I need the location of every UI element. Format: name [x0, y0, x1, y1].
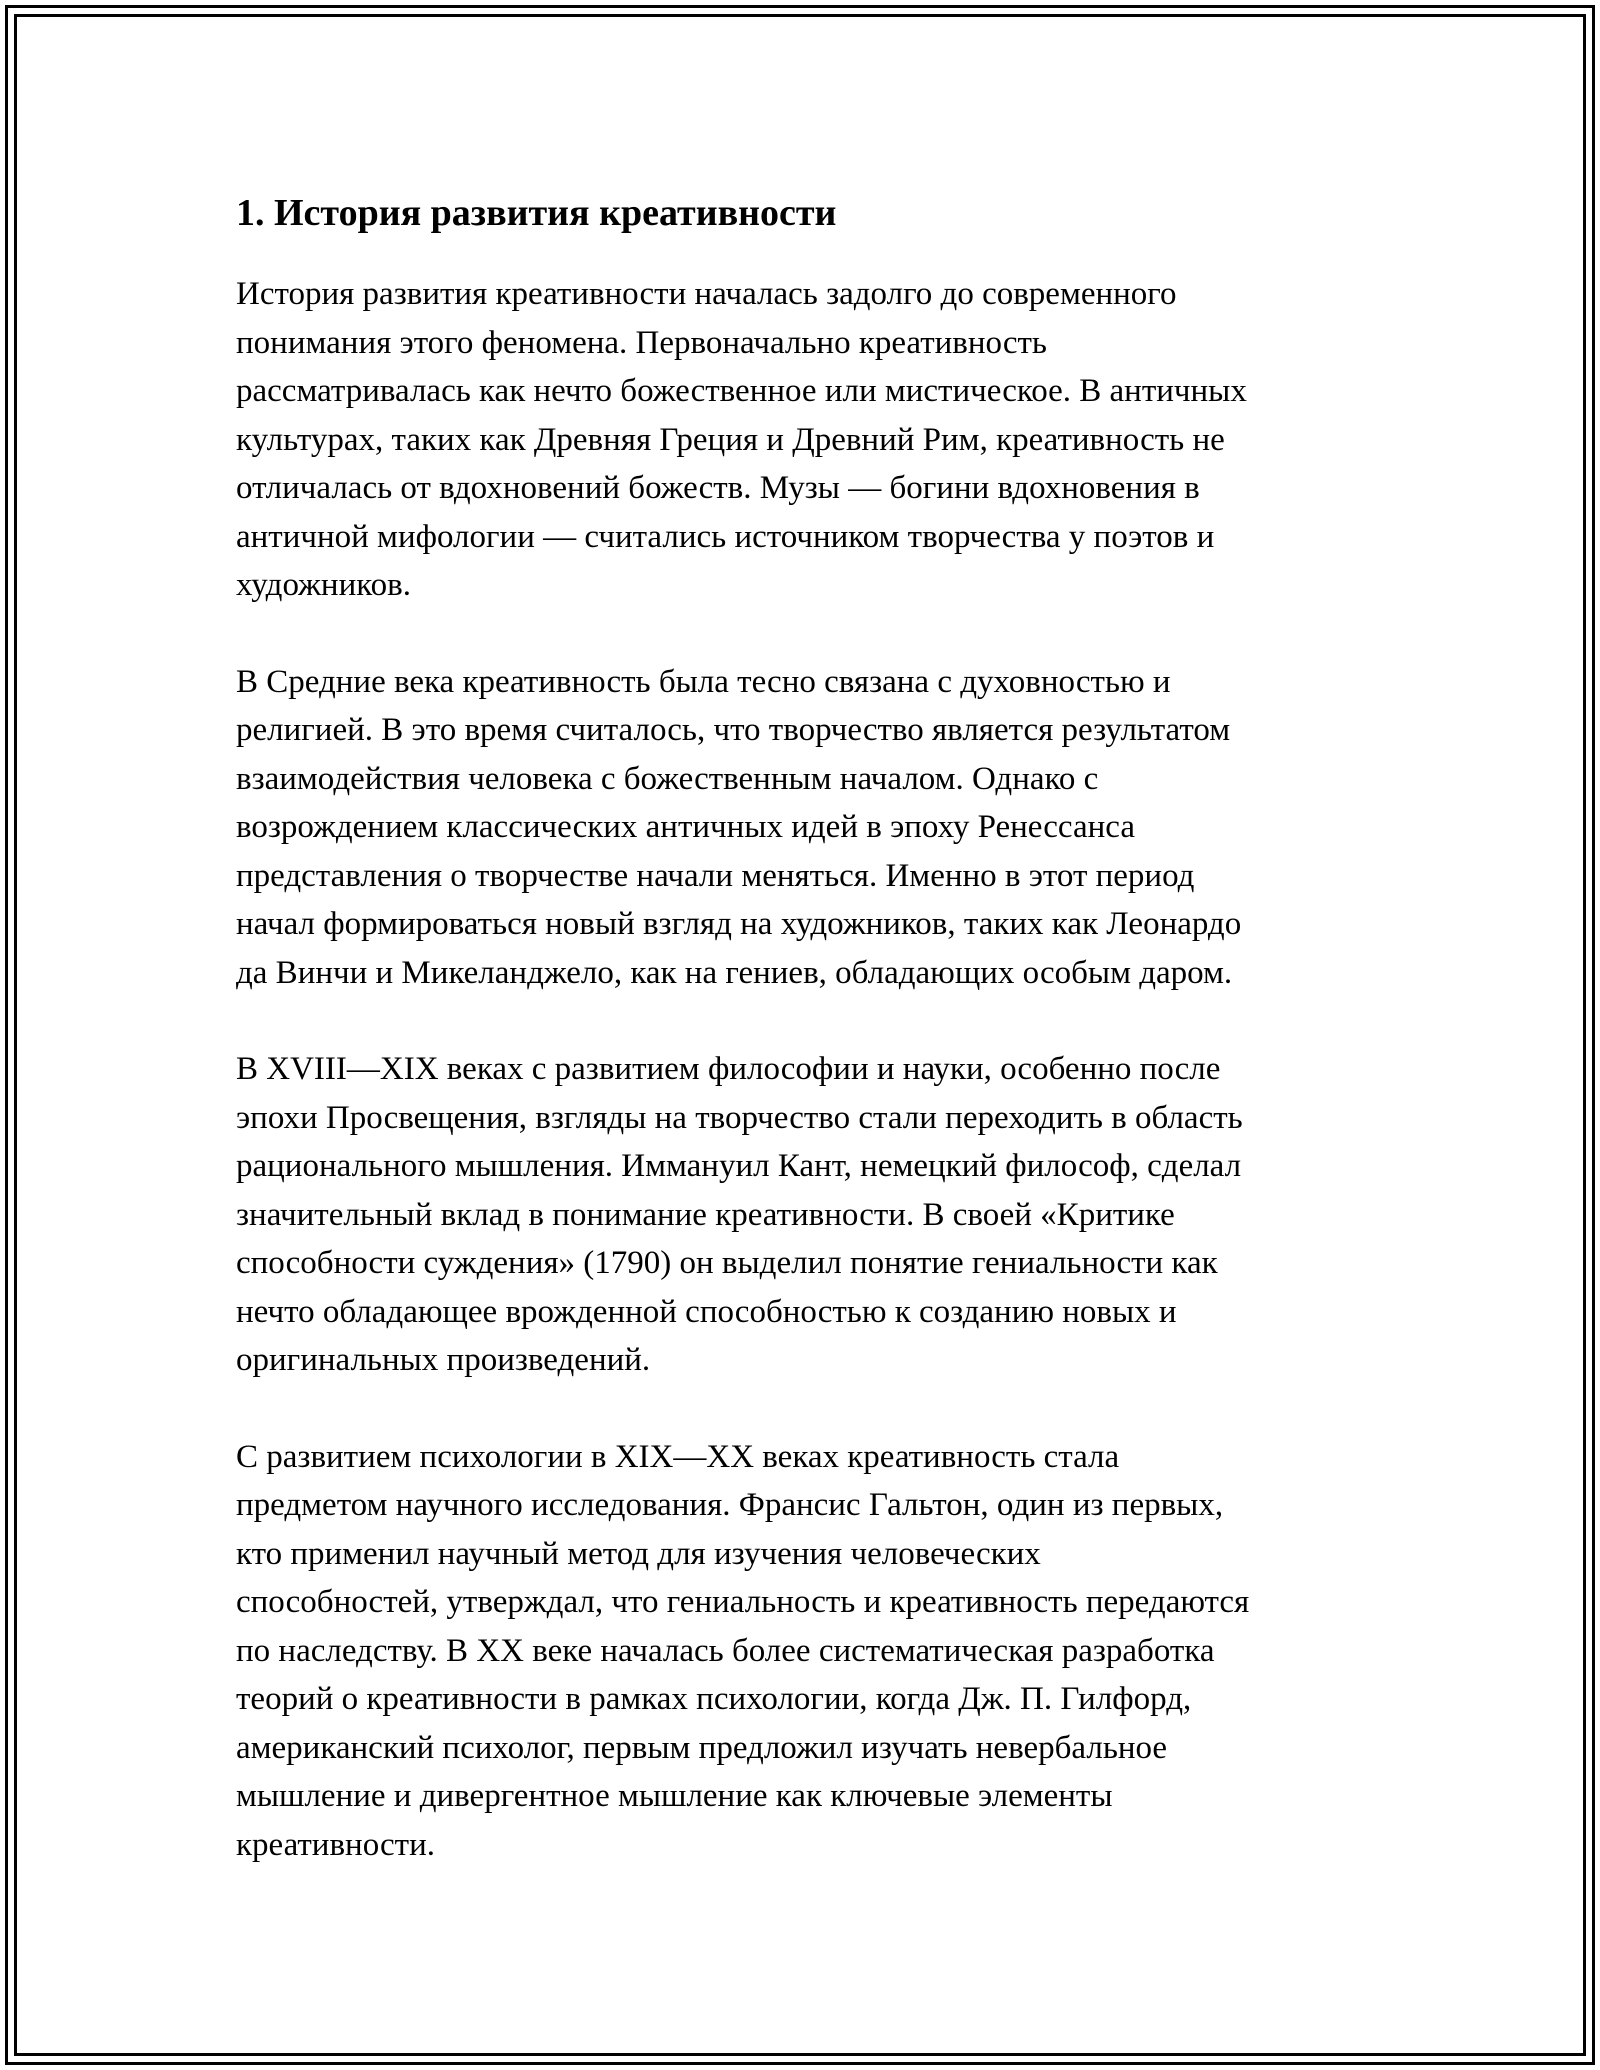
text-line: предметом научного исследования. Франсис Гальтон, один из первых, — [236, 1487, 1224, 1523]
text-line: взаимодействия человека с божественным началом. Однако с — [236, 760, 1099, 797]
text-line: теорий о креативности в рамках психологии, когда Дж. П. Гилфорд, — [236, 1681, 1192, 1717]
paragraph-psychology — [236, 1433, 1370, 1870]
text-line: оригинальных произведений. — [236, 1342, 651, 1378]
text-line: нечто обладающее врожденной способностью к созданию новых и — [236, 1293, 1177, 1330]
text-line: В Средние века креативность была тесно связана с духовностью и — [236, 663, 1171, 700]
text-line: да Винчи и Микеланджело, как на гениев, обладающих особым даром. — [236, 954, 1233, 991]
text-line: мышление и дивергентное мышление как ключевые элементы — [236, 1778, 1113, 1814]
text-line: культурах, таких как Древняя Греция и Древний Рим, креативность не — [236, 421, 1225, 458]
text-line: значительный вклад в понимание креативности. В своей «Критике — [236, 1196, 1175, 1233]
text-line: начал формироваться новый взгляд на художников, таких как Леонардо — [236, 906, 1242, 942]
text-line: отличалась от вдохновений божеств. Музы — богини вдохновения в — [236, 470, 1200, 506]
paragraph-enlightenment — [236, 1045, 1370, 1385]
text-line: художников. — [236, 567, 411, 603]
text-line: представления о творчестве начали меняться. Именно в этот период — [236, 857, 1195, 894]
document-page — [236, 186, 1370, 1917]
text-line: по наследству. В XX веке началась более систематическая разработка — [236, 1632, 1215, 1669]
text-line: понимания этого феномена. Первоначально креативность — [236, 324, 1047, 361]
text-line: рационального мышления. Иммануил Кант, немецкий философ, сделал — [236, 1148, 1242, 1184]
text-line: С развитием психологии в XIX—XX веках креативность стала — [236, 1438, 1120, 1475]
text-line: способностей, утверждал, что гениальность и креативность передаются — [236, 1584, 1250, 1620]
text-line: История развития креативности началась задолго до современного — [236, 276, 1177, 312]
text-line: религией. В это время считалось, что творчество является результатом — [236, 712, 1231, 748]
text-line: креативности. — [236, 1826, 435, 1863]
text-line: античной мифологии — считались источником творчества у поэтов и — [236, 518, 1215, 555]
text-line: кто применил научный метод для изучения человеческих — [236, 1535, 1041, 1572]
text-line: В XVIII—XIX веках с развитием философии и науки, особенно после — [236, 1051, 1221, 1087]
text-line: способности суждения» (1790) он выделил понятие гениальности как — [236, 1245, 1218, 1281]
paragraph-middle-ages — [236, 658, 1370, 998]
text-line: эпохи Просвещения, взгляды на творчество стали переходить в область — [236, 1099, 1243, 1136]
section-heading: 1. История развития креативности — [236, 192, 837, 234]
text-line: американский психолог, первым предложил изучать невербальное — [236, 1729, 1168, 1766]
paragraph-antiquity — [236, 270, 1370, 610]
text-line: рассматривалась как нечто божественное или мистическое. В античных — [236, 373, 1247, 409]
text-line: возрождением классических античных идей в эпоху Ренессанса — [236, 809, 1135, 845]
